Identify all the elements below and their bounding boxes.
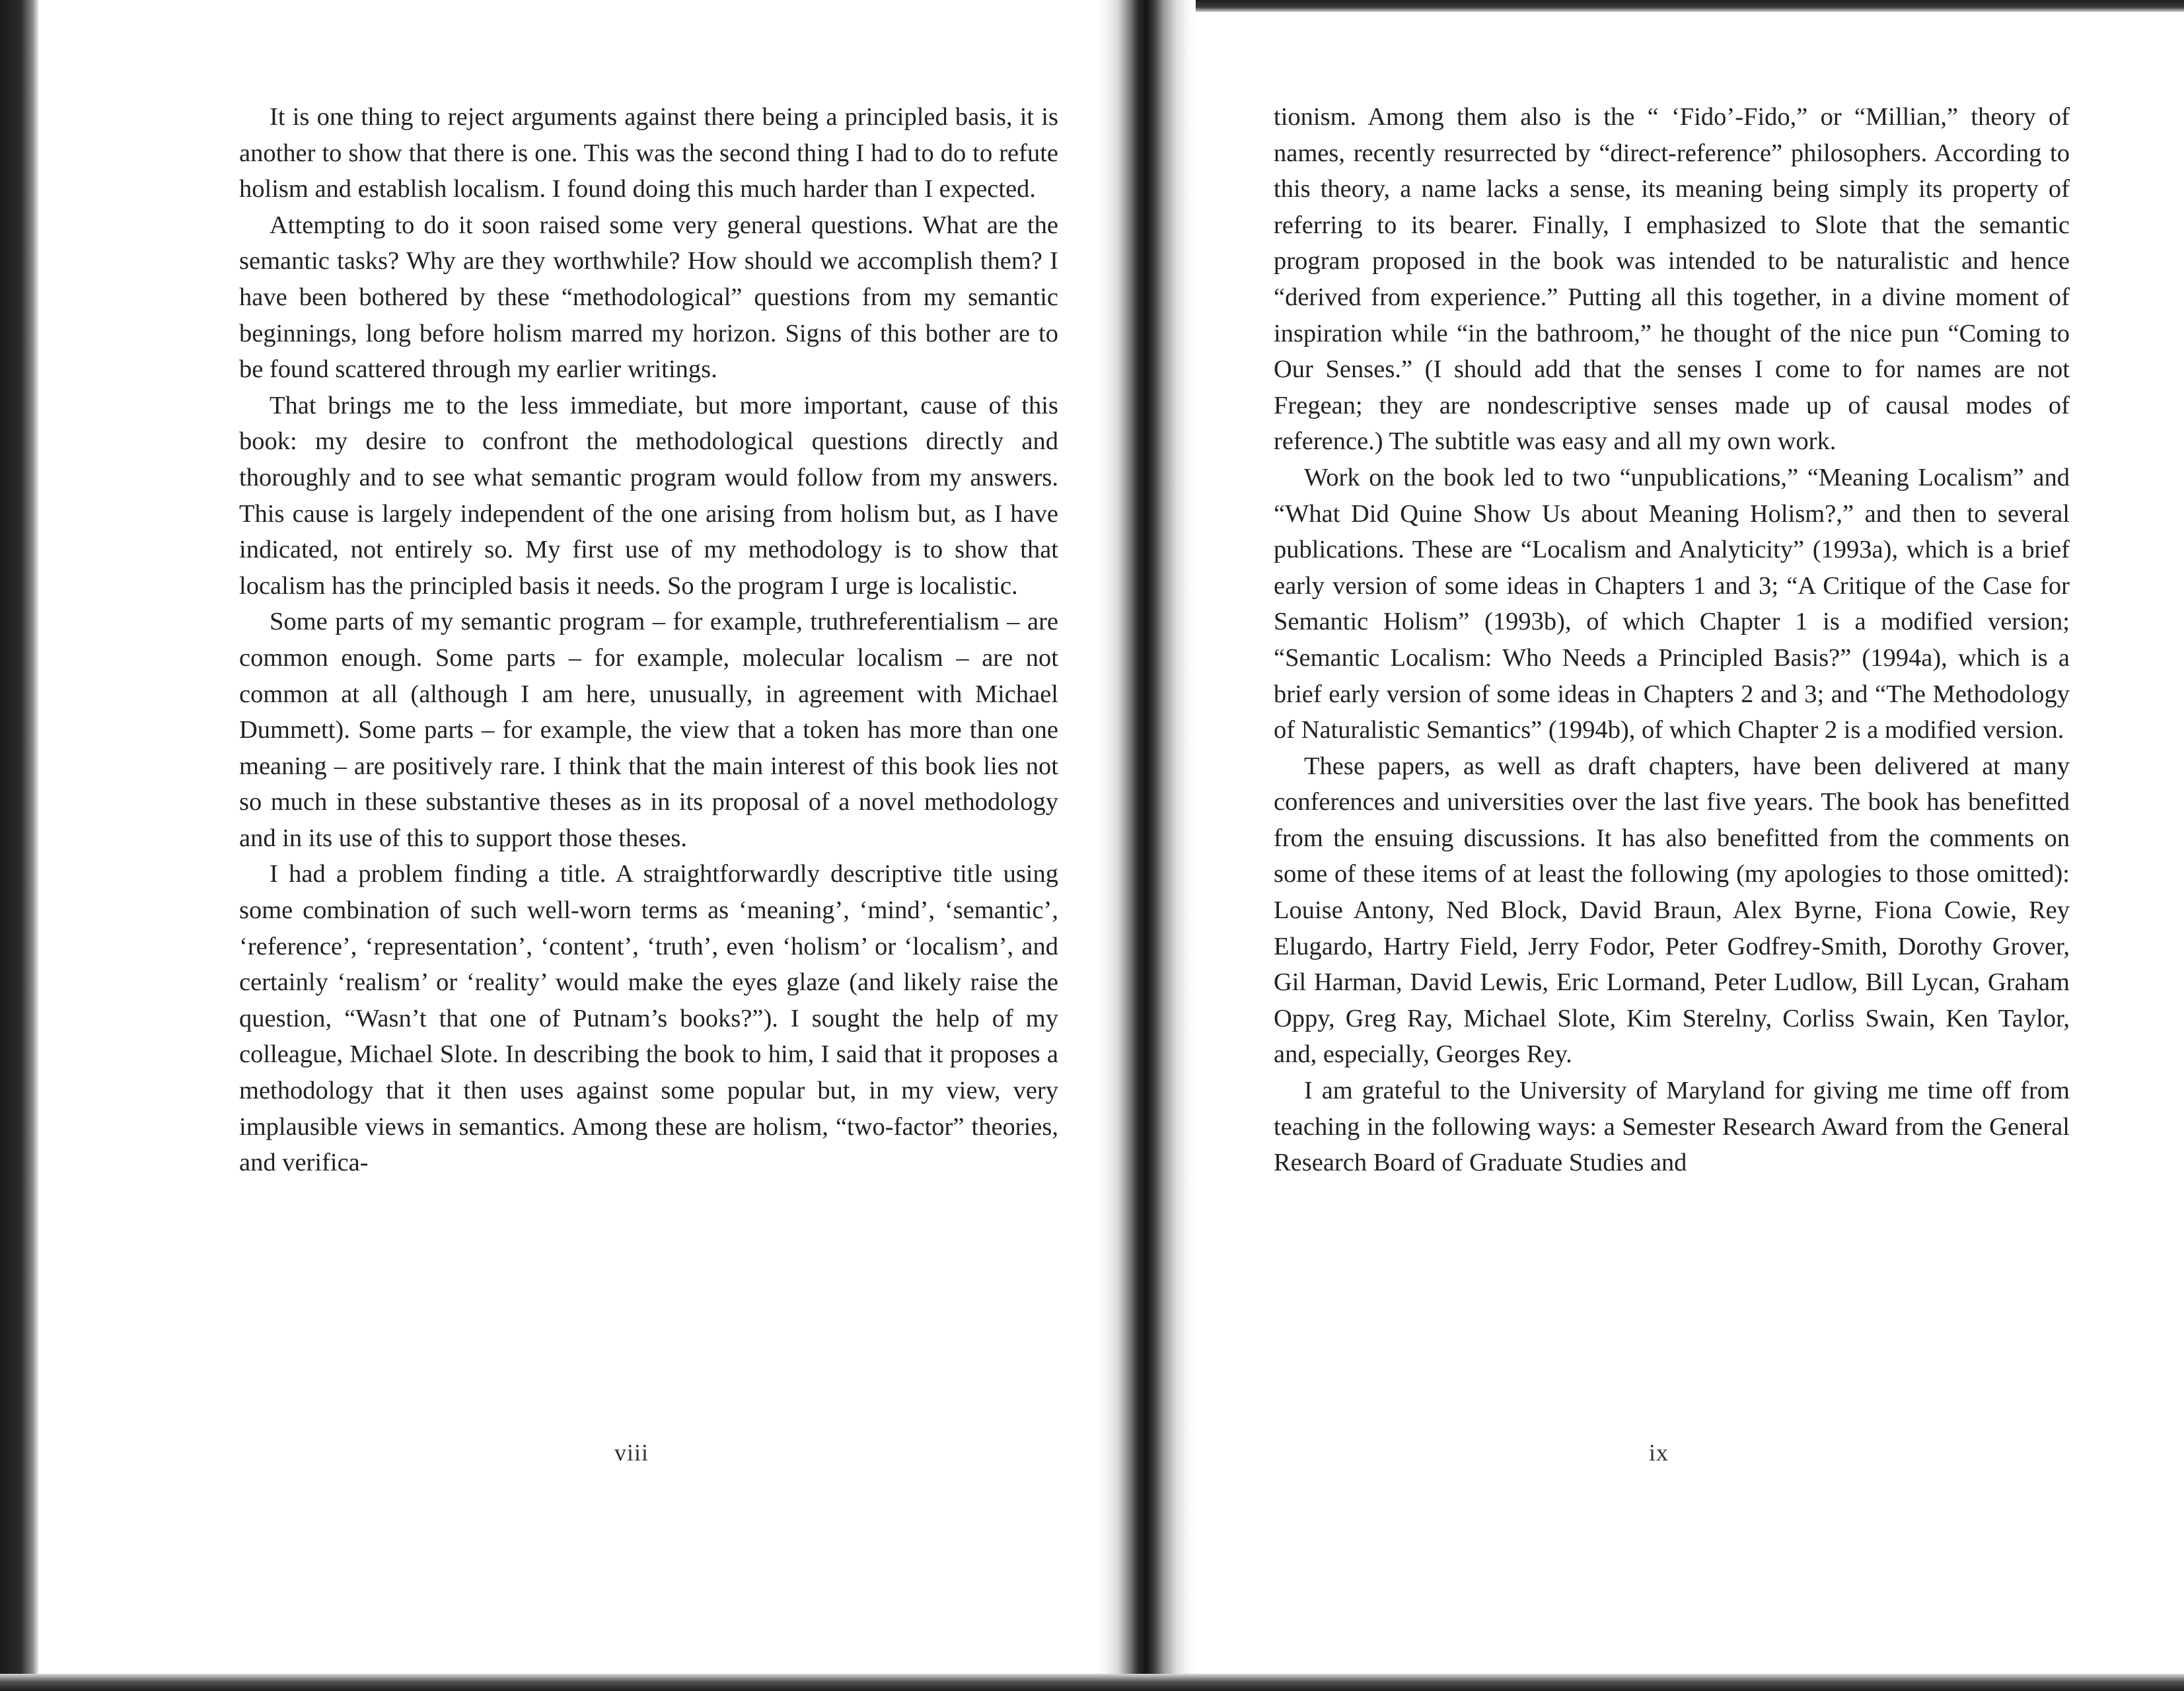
page-number-right: ix	[1649, 1439, 1669, 1466]
scan-edge-top	[1123, 0, 2184, 12]
left-paragraph-2: Attempting to do it soon raised some very general questions. What are the semantic tasks? Why are they worthwhile? How should we accomplish them? I have been bothered by these “methodological” questions from my semantic beginnings, long before holism marred my horizon. Signs of this bother are to be found scattered through my earlier writings.	[239, 211, 1058, 384]
right-page	[1274, 99, 2070, 1181]
page-number-left: viii	[614, 1439, 649, 1466]
left-paragraph-1: It is one thing to reject arguments against there being a principled basis, it is another to show that there is one. This was the second thing I had to do to refute holism and establish localism. I found doing this much harder than I expected.	[239, 103, 1058, 203]
left-paragraph-5: I had a problem finding a title. A straightforwardly descriptive title using some combination of such well-worn terms as ‘meaning’, ‘mind’, ‘semantic’, ‘reference’, ‘representation’, ‘content’, ‘truth’, even ‘holism’ or ‘localism’, and certainly ‘realism’ or ‘reality’ would make the eyes glaze (and likely raise the question, “Wasn’t that one of Putnam’s books?”). I sought the help of my colleague, Michael Slote. In describing the book to him, I said that it proposes a methodology that it then uses against some popular but, in my view, very implausible views in semantics. Among these are holism, “two-factor” theories, and verifica-	[239, 860, 1058, 1177]
scan-edge-left	[0, 0, 38, 1691]
scan-edge-bottom	[0, 1674, 2184, 1691]
left-page	[239, 99, 1058, 1181]
right-paragraph-4: I am grateful to the University of Maryland for giving me time off from teaching in the following ways: a Semester Research Award from the General Research Board of Graduate Studies and	[1274, 1077, 2070, 1177]
left-paragraph-4: Some parts of my semantic program – for example, truthreferentialism – are common enough. Some parts – for example, molecular localism – are not common at all (although I am here, unusually, in agreement with Michael Dummett). Some parts – for example, the view that a token has more than one meaning – are positively rare. I think that the main interest of this book lies not so much in these substantive theses as in its proposal of a novel methodology and in its use of this to support those theses.	[239, 608, 1058, 852]
left-paragraph-3: That brings me to the less immediate, but more important, cause of this book: my desire to confront the methodological questions directly and thoroughly and to see what semantic program would follow from my answers. This cause is largely independent of the one arising from holism but, as I have indicated, not entirely so. My first use of my methodology is to show that localism has the principled basis it needs. So the program I urge is localistic.	[239, 391, 1058, 600]
right-paragraph-2: Work on the book led to two “unpublications,” “Meaning Localism” and “What Did Quine Show Us about Meaning Holism?,” and then to several publications. These are “Localism and Analyticity” (1993a), which is a brief early version of some ideas in Chapters 1 and 3; “A Critique of the Case for Semantic Holism” (1993b), of which Chapter 1 is a modified version; “Semantic Localism: Who Needs a Principled Basis?” (1994a), which is a brief early version of some ideas in Chapters 2 and 3; and “The Methodology of Naturalistic Semantics” (1994b), of which Chapter 2 is a modified version.	[1274, 463, 2070, 744]
right-paragraph-1: tionism. Among them also is the “ ‘Fido’-Fido,” or “Millian,” theory of names, recently resurrected by “direct-reference” philosophers. According to this theory, a name lacks a sense, its meaning being simply its property of referring to its bearer. Finally, I emphasized to Slote that the semantic program proposed in the book was intended to be naturalistic and hence “derived from experience.” Putting all this together, in a divine moment of inspiration while “in the bathroom,” he thought of the nice pun “Coming to Our Senses.” (I should add that the senses I come to for names are not Fregean; they are nondescriptive senses made up of causal modes of reference.) The subtitle was easy and all my own work.	[1274, 103, 2070, 456]
book-gutter	[1097, 0, 1196, 1691]
right-paragraph-3: These papers, as well as draft chapters, have been delivered at many conferences and universities over the last five years. The book has benefitted from the ensuing discussions. It has also benefitted from the comments on some of these items of at least the following (my apologies to those omitted): Louise Antony, Ned Block, David Braun, Alex Byrne, Fiona Cowie, Rey Elugardo, Hartry Field, Jerry Fodor, Peter Godfrey-Smith, Dorothy Grover, Gil Harman, David Lewis, Eric Lormand, Peter Ludlow, Bill Lycan, Graham Oppy, Greg Ray, Michael Slote, Kim Sterelny, Corliss Swain, Ken Taylor, and, especially, Georges Rey.	[1274, 752, 2070, 1069]
